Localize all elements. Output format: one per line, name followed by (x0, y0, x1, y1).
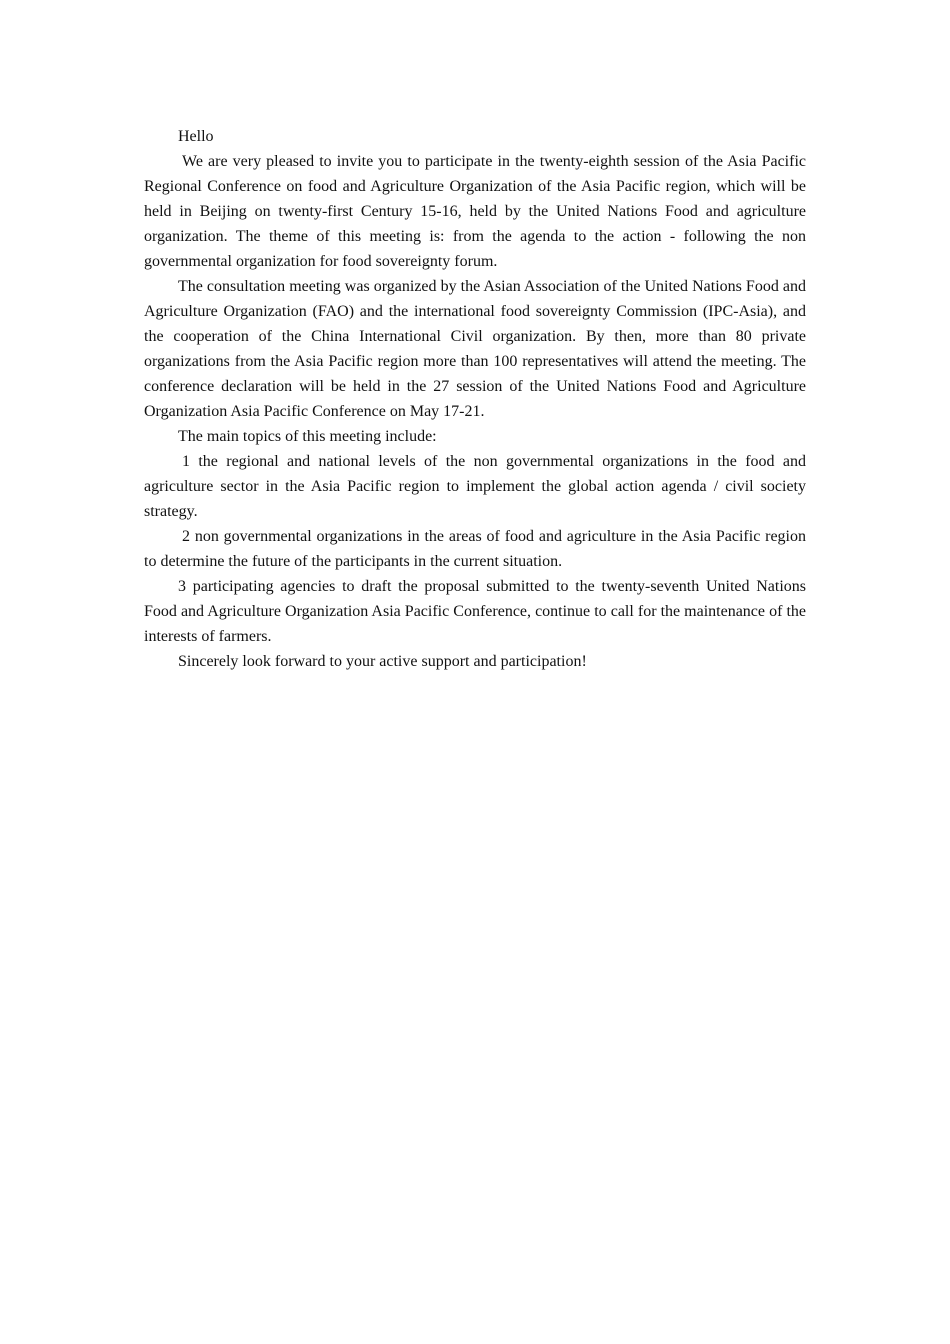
greeting: Hello (178, 128, 214, 145)
letter-body (144, 124, 806, 674)
invitation-paragraph: We are very pleased to invite you to participate in the twenty-eighth session of the Asia Pacific Regional Conference on food and Agriculture Organization of the Asia Pacific region, which will be held in Beijing on twenty-first Century 15-16, held by the United Nations Food and agriculture organization. The theme of this meeting is: from the agenda to the action - following the non governmental organization for food sovereignty forum. (144, 153, 806, 270)
topic-item-1: 1 the regional and national levels of the non governmental organizations in the food and agriculture sector in the Asia Pacific region to implement the global action agenda / civil society strategy. (144, 453, 806, 520)
topics-intro: The main topics of this meeting include: (178, 428, 437, 445)
closing-line: Sincerely look forward to your active support and participation! (178, 653, 587, 670)
organization-paragraph: The consultation meeting was organized by the Asian Association of the United Nations Food and Agriculture Organization (FAO) and the international food sovereignty Commission (IPC-Asia), and the cooperation of the China International Civil organization. By then, more than 80 private organizations from the Asia Pacific region more than 100 representatives will attend the meeting. The conference declaration will be held in the 27 session of the United Nations Food and Agriculture Organization Asia Pacific Conference on May 17-21. (144, 278, 806, 420)
topic-item-3: 3 participating agencies to draft the proposal submitted to the twenty-seventh United Nations Food and Agriculture Organization Asia Pacific Conference, continue to call for the maintenance of the interests of farmers. (144, 578, 806, 645)
topic-item-2: 2 non governmental organizations in the areas of food and agriculture in the Asia Pacific region to determine the future of the participants in the current situation. (144, 528, 806, 570)
